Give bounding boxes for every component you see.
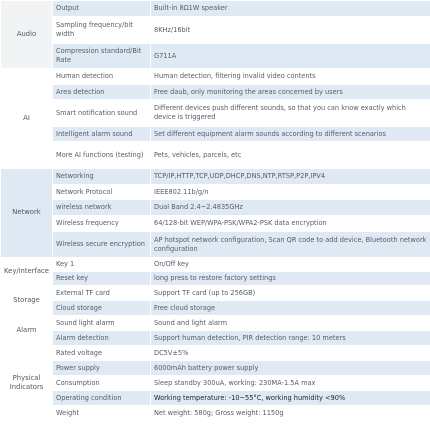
spec-label: Rated voltage (53, 346, 151, 361)
spec-label: Intelligent alarm sound (53, 127, 151, 142)
spec-label: Network Protocol (53, 185, 151, 200)
spec-value: Dual Band 2.4~2.4835GHz (151, 200, 430, 216)
spec-row (1, 17, 430, 44)
spec-row (1, 142, 430, 169)
spec-row (1, 301, 430, 316)
spec-row (1, 272, 430, 286)
spec-row (1, 169, 430, 185)
spec-value: Working temperature: -10~55°C, working humidity <90% (151, 391, 430, 406)
category-storage: Storage (1, 286, 53, 316)
spec-value: Support human detection, PIR detection range: 10 meters (151, 331, 430, 346)
spec-value: long press to restore factory settings (151, 272, 430, 286)
spec-value: 64/128-bit WEP/WPA-PSK/WPA2-PSK data encryption (151, 216, 430, 232)
spec-value: Set different equipment alarm sounds according to different scenarios (151, 127, 430, 142)
spec-row (1, 406, 430, 421)
spec-label: wireless network (53, 200, 151, 216)
spec-label: Human detection (53, 69, 151, 85)
spec-value: Pets, vehicles, parcels, etc (151, 142, 430, 169)
spec-label: External TF card (53, 286, 151, 301)
spec-label: Consumption (53, 376, 151, 391)
spec-value: Sound and light alarm (151, 316, 430, 331)
spec-row (1, 200, 430, 216)
spec-value: G711A (151, 44, 430, 69)
spec-row (1, 1, 430, 17)
spec-label: Networking (53, 169, 151, 185)
spec-value: TCP/IP,HTTP,TCP,UDP,DHCP,DNS,NTP,RTSP,P2P,IPV4 (151, 169, 430, 185)
spec-label: More AI functions (testing) (53, 142, 151, 169)
spec-label: Alarm detection (53, 331, 151, 346)
spec-row (1, 286, 430, 301)
spec-label: Cloud storage (53, 301, 151, 316)
spec-value: Free cloud storage (151, 301, 430, 316)
category-ai: AI (1, 69, 53, 169)
spec-label: Sound light alarm (53, 316, 151, 331)
spec-label: Operating condition (53, 391, 151, 406)
spec-value: Built-in 8Ω1W speaker (151, 1, 430, 17)
spec-label: Wireless secure encryption (53, 232, 151, 258)
spec-value: DC5V±5% (151, 346, 430, 361)
spec-label: Area detection (53, 85, 151, 100)
spec-row (1, 331, 430, 346)
spec-row (1, 216, 430, 232)
spec-row (1, 44, 430, 69)
category-physical-indicators: Physical Indicators (1, 346, 53, 421)
spec-value: Different devices push different sounds, so that you can know exactly which device is triggered (151, 100, 430, 127)
spec-value: IEEE802.11b/g/n (151, 185, 430, 200)
spec-label: Compression standard/Bit Rate (53, 44, 151, 69)
spec-row (1, 361, 430, 376)
spec-value: Human detection, filtering invalid video contents (151, 69, 430, 85)
spec-row (1, 346, 430, 361)
spec-value: 6000mAh battery power supply (151, 361, 430, 376)
spec-value: Free daub, only monitoring the areas concerned by users (151, 85, 430, 100)
spec-label: Smart notification sound (53, 100, 151, 127)
spec-row (1, 391, 430, 406)
category-audio: Audio (1, 1, 53, 69)
category-alarm: Alarm (1, 316, 53, 346)
spec-label: Reset key (53, 272, 151, 286)
spec-row (1, 258, 430, 272)
category-network: Network (1, 169, 53, 258)
spec-row (1, 100, 430, 127)
spec-value: Support TF card (up to 256GB) (151, 286, 430, 301)
spec-value: On/Off key (151, 258, 430, 272)
spec-label: Wireless frequency (53, 216, 151, 232)
spec-value: Sleep standby 300uA, working: 230MA-1.5A max (151, 376, 430, 391)
spec-value: Net weight: 580g; Gross weight: 1150g (151, 406, 430, 421)
category-key-interface: Key/interface (1, 258, 53, 286)
spec-row (1, 69, 430, 85)
spec-row (1, 232, 430, 258)
spec-row (1, 85, 430, 100)
spec-label: Weight (53, 406, 151, 421)
spec-row (1, 127, 430, 142)
spec-row (1, 316, 430, 331)
spec-label: Key 1 (53, 258, 151, 272)
spec-label: Power supply (53, 361, 151, 376)
spec-row (1, 185, 430, 200)
spec-label: Output (53, 1, 151, 17)
spec-value: 8KHz/16bit (151, 17, 430, 44)
spec-label: Sampling frequency/bit width (53, 17, 151, 44)
spec-row (1, 376, 430, 391)
spec-value: AP hotspot network configuration, Scan QR code to add device, Bluetooth network configuration (151, 232, 430, 258)
